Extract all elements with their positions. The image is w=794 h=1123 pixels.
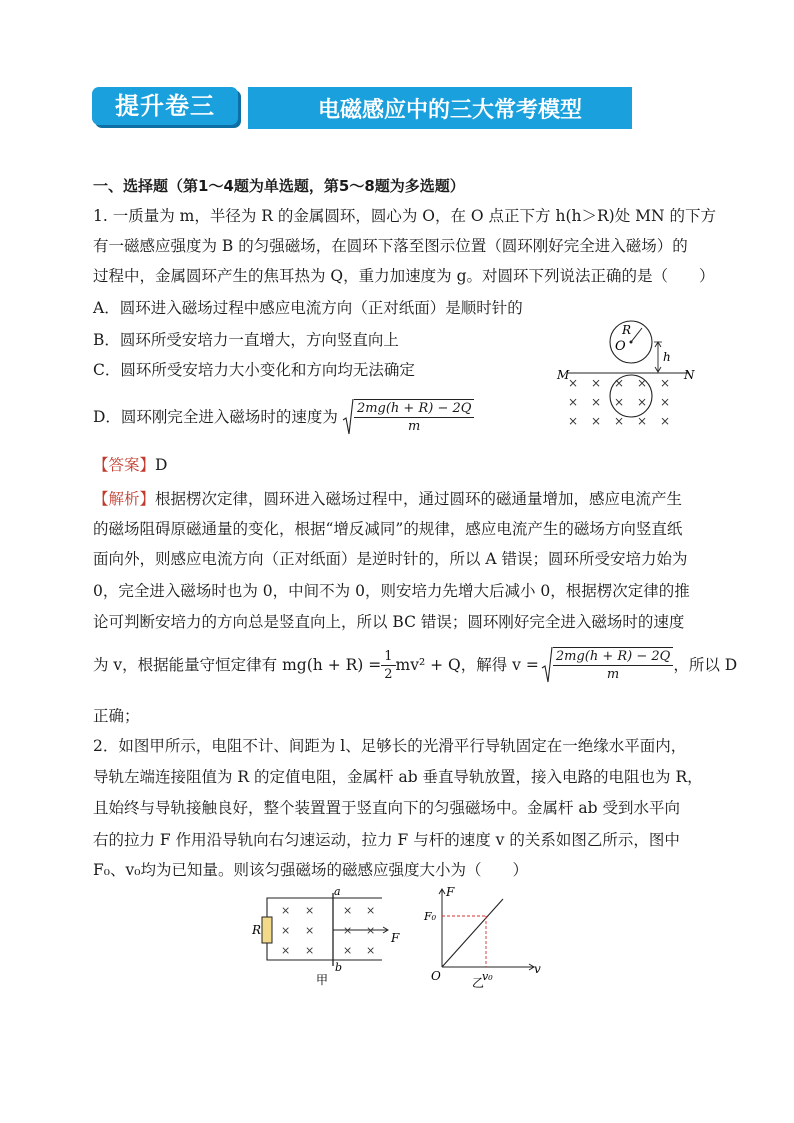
svg-text:×: × — [637, 376, 648, 390]
fig-jia-caption: 甲 — [316, 973, 329, 987]
half-numerator: 1 — [381, 648, 395, 666]
analysis-line6 — [93, 646, 737, 684]
svg-text:×: × — [343, 904, 353, 917]
svg-text:×: × — [637, 414, 648, 428]
q1-d-denominator: m — [408, 419, 421, 434]
sqrt-sign-2 — [541, 646, 553, 684]
svg-text:×: × — [591, 395, 602, 409]
svg-text:×: × — [591, 414, 602, 428]
fig1-label-n: N — [684, 368, 695, 382]
fig-yi-label-f: F — [446, 885, 455, 899]
fig-yi-caption: 乙 — [472, 976, 485, 989]
q1-line2: 有一磁感应强度为 B 的匀强磁场，在圆环下落至图示位置（圆环刚好完全进入磁场）的 — [93, 237, 688, 255]
q2-line2: 导轨左端连接阻值为 R 的定值电阻，金属杆 ab 垂直导轨放置，接入电路的电阻也为 R， — [93, 768, 703, 786]
analysis-tag: 【解析】 — [93, 490, 156, 508]
analysis-line5: 论可判断安培力的方向总是竖直向上，所以 BC 错误；圆环刚好完全进入磁场时的速度 — [93, 613, 685, 631]
q1-line3: 过程中，金属圆环产生的焦耳热为 Q，重力加速度为 g。对圆环下列说法正确的是（ ） — [93, 267, 715, 285]
q1-option-d-fraction — [354, 399, 474, 435]
analysis-line4: 0，完全进入磁场时也为 0，中间不为 0，则安培力先增大后减小 0，根据楞次定律的推 — [93, 582, 690, 600]
q1-option-c: C．圆环所受安培力大小变化和方向均无法确定 — [93, 361, 415, 379]
q1-option-a: A．圆环进入磁场过程中感应电流方向（正对纸面）是顺时针的 — [93, 299, 523, 317]
fig1-label-r: R — [622, 323, 632, 337]
q2-line4: 右的拉力 F 作用沿导轨向右匀速运动，拉力 F 与杆的速度 v 的关系如图乙所示，图中 — [93, 831, 680, 849]
fig-yi-label-v0: v₀ — [482, 970, 493, 983]
svg-text:×: × — [614, 414, 625, 428]
chapter-title: 电磁感应中的三大常考模型 — [317, 98, 582, 123]
analysis-energy-eq: 为 v，根据能量守恒定律有 mg(h + R) = — [93, 656, 382, 674]
analysis-line3: 面向外，则感应电流方向（正对纸面）是逆时针的，所以 A 错误；圆环所受安培力始为 — [93, 550, 688, 568]
analysis-line1 — [93, 489, 682, 509]
svg-text:×: × — [366, 944, 376, 957]
analysis-line7: 正确； — [93, 707, 140, 725]
svg-text:×: × — [614, 376, 625, 390]
q2-line1: 2．如图甲所示，电阻不计、间距为 l、足够长的光滑平行导轨固定在一绝缘水平面内， — [93, 737, 687, 755]
svg-text:×: × — [366, 904, 376, 917]
svg-text:×: × — [637, 395, 648, 409]
f-v-line — [442, 899, 503, 967]
fig-jia-label-b: b — [335, 961, 343, 974]
svg-text:×: × — [366, 924, 376, 937]
analysis-conclusion: ，所以 D — [673, 656, 738, 674]
fig1-label-m: M — [557, 368, 570, 382]
resistor — [262, 917, 272, 943]
svg-text:×: × — [305, 924, 315, 937]
answer-tag: 【答案】 — [93, 456, 156, 474]
fig1-label-o: O — [615, 339, 626, 354]
q2-line3: 且始终与导轨接触良好，整个装置置于竖直向下的匀强磁场中。金属杆 ab 受到水平向 — [93, 799, 681, 817]
half-fraction — [381, 648, 395, 683]
velocity-fraction — [553, 647, 673, 683]
svg-text:×: × — [281, 904, 291, 917]
half-denominator: 2 — [384, 666, 393, 682]
svg-text:×: × — [305, 944, 315, 957]
figure-yi — [422, 884, 546, 989]
svg-text:×: × — [591, 376, 602, 390]
q1-d-numerator: 2mg(h + R) − 2Q — [354, 400, 474, 418]
svg-text:×: × — [568, 376, 579, 390]
fig-yi-label-f0: F₀ — [424, 910, 437, 923]
fig-jia-label-r: R — [252, 923, 262, 937]
svg-text:×: × — [568, 414, 579, 428]
svg-text:×: × — [281, 924, 291, 937]
fig-jia-label-f: F — [391, 931, 400, 945]
volume-tag: 提升卷三 — [92, 87, 238, 125]
answer-line — [93, 455, 167, 475]
fig-yi-label-v: v — [534, 962, 541, 976]
velocity-numerator: 2mg(h + R) − 2Q — [553, 648, 673, 666]
svg-text:×: × — [614, 395, 625, 409]
q2-line5: F₀、v₀均为已知量。则该匀强磁场的磁感应强度大小为（ ） — [93, 861, 528, 879]
sqrt-sign — [342, 398, 354, 436]
svg-text:×: × — [568, 395, 579, 409]
q1-option-d — [93, 398, 474, 436]
fig1-label-h: h — [663, 350, 671, 364]
chapter-title-bar — [248, 87, 632, 129]
section-heading: 一、选择题（第1～4题为单选题，第5～8题为多选题） — [93, 177, 465, 195]
svg-text:×: × — [660, 414, 671, 428]
analysis-solution-text: mv² + Q，解得 v = — [395, 656, 539, 674]
svg-text:×: × — [660, 395, 671, 409]
fig-yi-label-o: O — [431, 969, 441, 983]
svg-text:×: × — [305, 904, 315, 917]
answer-value: D — [155, 456, 168, 474]
svg-text:×: × — [281, 944, 291, 957]
svg-text:×: × — [343, 924, 353, 937]
magnetic-field-crosses — [568, 376, 670, 428]
q1-option-d-text: D．圆环刚完全进入磁场时的速度为 — [93, 408, 338, 426]
figure-jia — [250, 888, 410, 988]
analysis-text1: 根据楞次定律，圆环进入磁场过程中，通过圆环的磁通量增加，感应电流产生 — [155, 490, 683, 508]
q1-option-b: B．圆环所受安培力一直增大，方向竖直向上 — [93, 331, 399, 349]
svg-text:×: × — [343, 944, 353, 957]
svg-text:×: × — [660, 376, 671, 390]
q1-figure — [556, 312, 696, 432]
velocity-denominator: m — [606, 667, 620, 682]
analysis-line2: 的磁场阻碍原磁通量的变化，根据“增反减同”的规律，感应电流产生的磁场方向竖直纸 — [93, 520, 683, 538]
q1-line1: 1. 一质量为 m，半径为 R 的金属圆环，圆心为 O，在 O 点正下方 h(h＞R)处 MN 的下方 — [93, 207, 717, 225]
fig-jia-label-a: a — [334, 888, 341, 898]
